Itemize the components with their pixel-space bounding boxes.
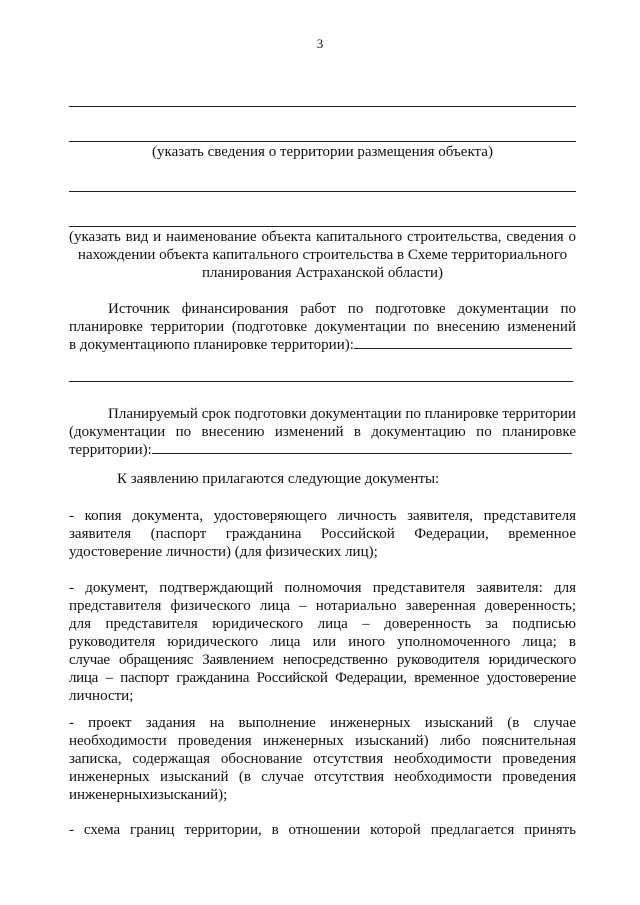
item2-line-7: личности;	[69, 688, 134, 704]
item3-line-3: записка, содержащая обоснование отсутствия необходимости проведения	[69, 751, 576, 767]
blank-line-object-1	[69, 191, 576, 192]
item4-line-1: - схема границ территории, в отношении которой предлагается принять	[69, 822, 576, 838]
item3-line-2: необходимости проведения инженерных изысканий) либо пояснительная	[69, 733, 576, 749]
item3-line-5: инженерныхизысканий);	[69, 787, 228, 803]
funding-line-1: Источник финансирования работ по подготовке документации по	[108, 301, 576, 317]
blank-line-funding	[69, 381, 573, 382]
blank-line-territory-1	[69, 106, 576, 107]
attachments-title: К заявлению прилагаются следующие документы:	[117, 471, 440, 487]
item2-line-4: руководителя юридического лица или иного уполномоченного лица; в	[69, 634, 576, 650]
item3-line-4: инженерных изысканий (в случае отсутствия необходимости проведения	[69, 769, 576, 785]
funding-line-2: планировке территории (подготовке документации по внесению изменений	[69, 319, 576, 335]
item2-line-6: лица – паспорт гражданина Российской Федерации, временное удостоверение	[69, 670, 576, 686]
item2-line-1: - документ, подтверждающий полномочия представителя заявителя: для	[69, 580, 576, 596]
item1-line-3: удостоверение личности) (для физических лиц);	[69, 544, 378, 560]
object-caption-line-2: нахождении объекта капитального строительства в Схеме территориального	[77, 247, 568, 263]
item1-line-1: - копия документа, удостоверяющего личность заявителя, представителя	[69, 508, 576, 524]
page-number: 3	[316, 36, 324, 51]
term-line-1: Планируемый срок подготовки документации по планировке территории	[108, 406, 576, 422]
term-fill-line	[152, 453, 572, 454]
term-line-2: (документации по внесению изменений в документацию по планировке	[69, 424, 576, 440]
item2-line-2: представителя физического лица – нотариально заверенная доверенность;	[69, 598, 576, 614]
funding-fill-line	[354, 348, 572, 349]
funding-line-3-text: в документациюпо планировке территории):	[69, 337, 354, 353]
term-line-3	[69, 440, 576, 460]
object-caption-line-1: (указать вид и наименование объекта капитального строительства, сведения о	[69, 229, 576, 245]
object-caption-line-3: планирования Астраханской области)	[201, 265, 444, 281]
item1-line-2: заявителя (паспорт гражданина Российской Федерации, временное	[69, 526, 576, 542]
term-line-3-text: территории):	[69, 442, 152, 458]
territory-caption: (указать сведения о территории размещения объекта)	[152, 144, 493, 160]
item2-line-5: случае обращенияс Заявлением непосредственно руководителя юридического	[69, 652, 576, 668]
item2-line-3: для представителя юридического лица – доверенность за подписью	[69, 616, 576, 632]
item3-line-1: - проект задания на выполнение инженерных изысканий (в случае	[69, 715, 576, 731]
funding-line-3	[69, 335, 576, 355]
